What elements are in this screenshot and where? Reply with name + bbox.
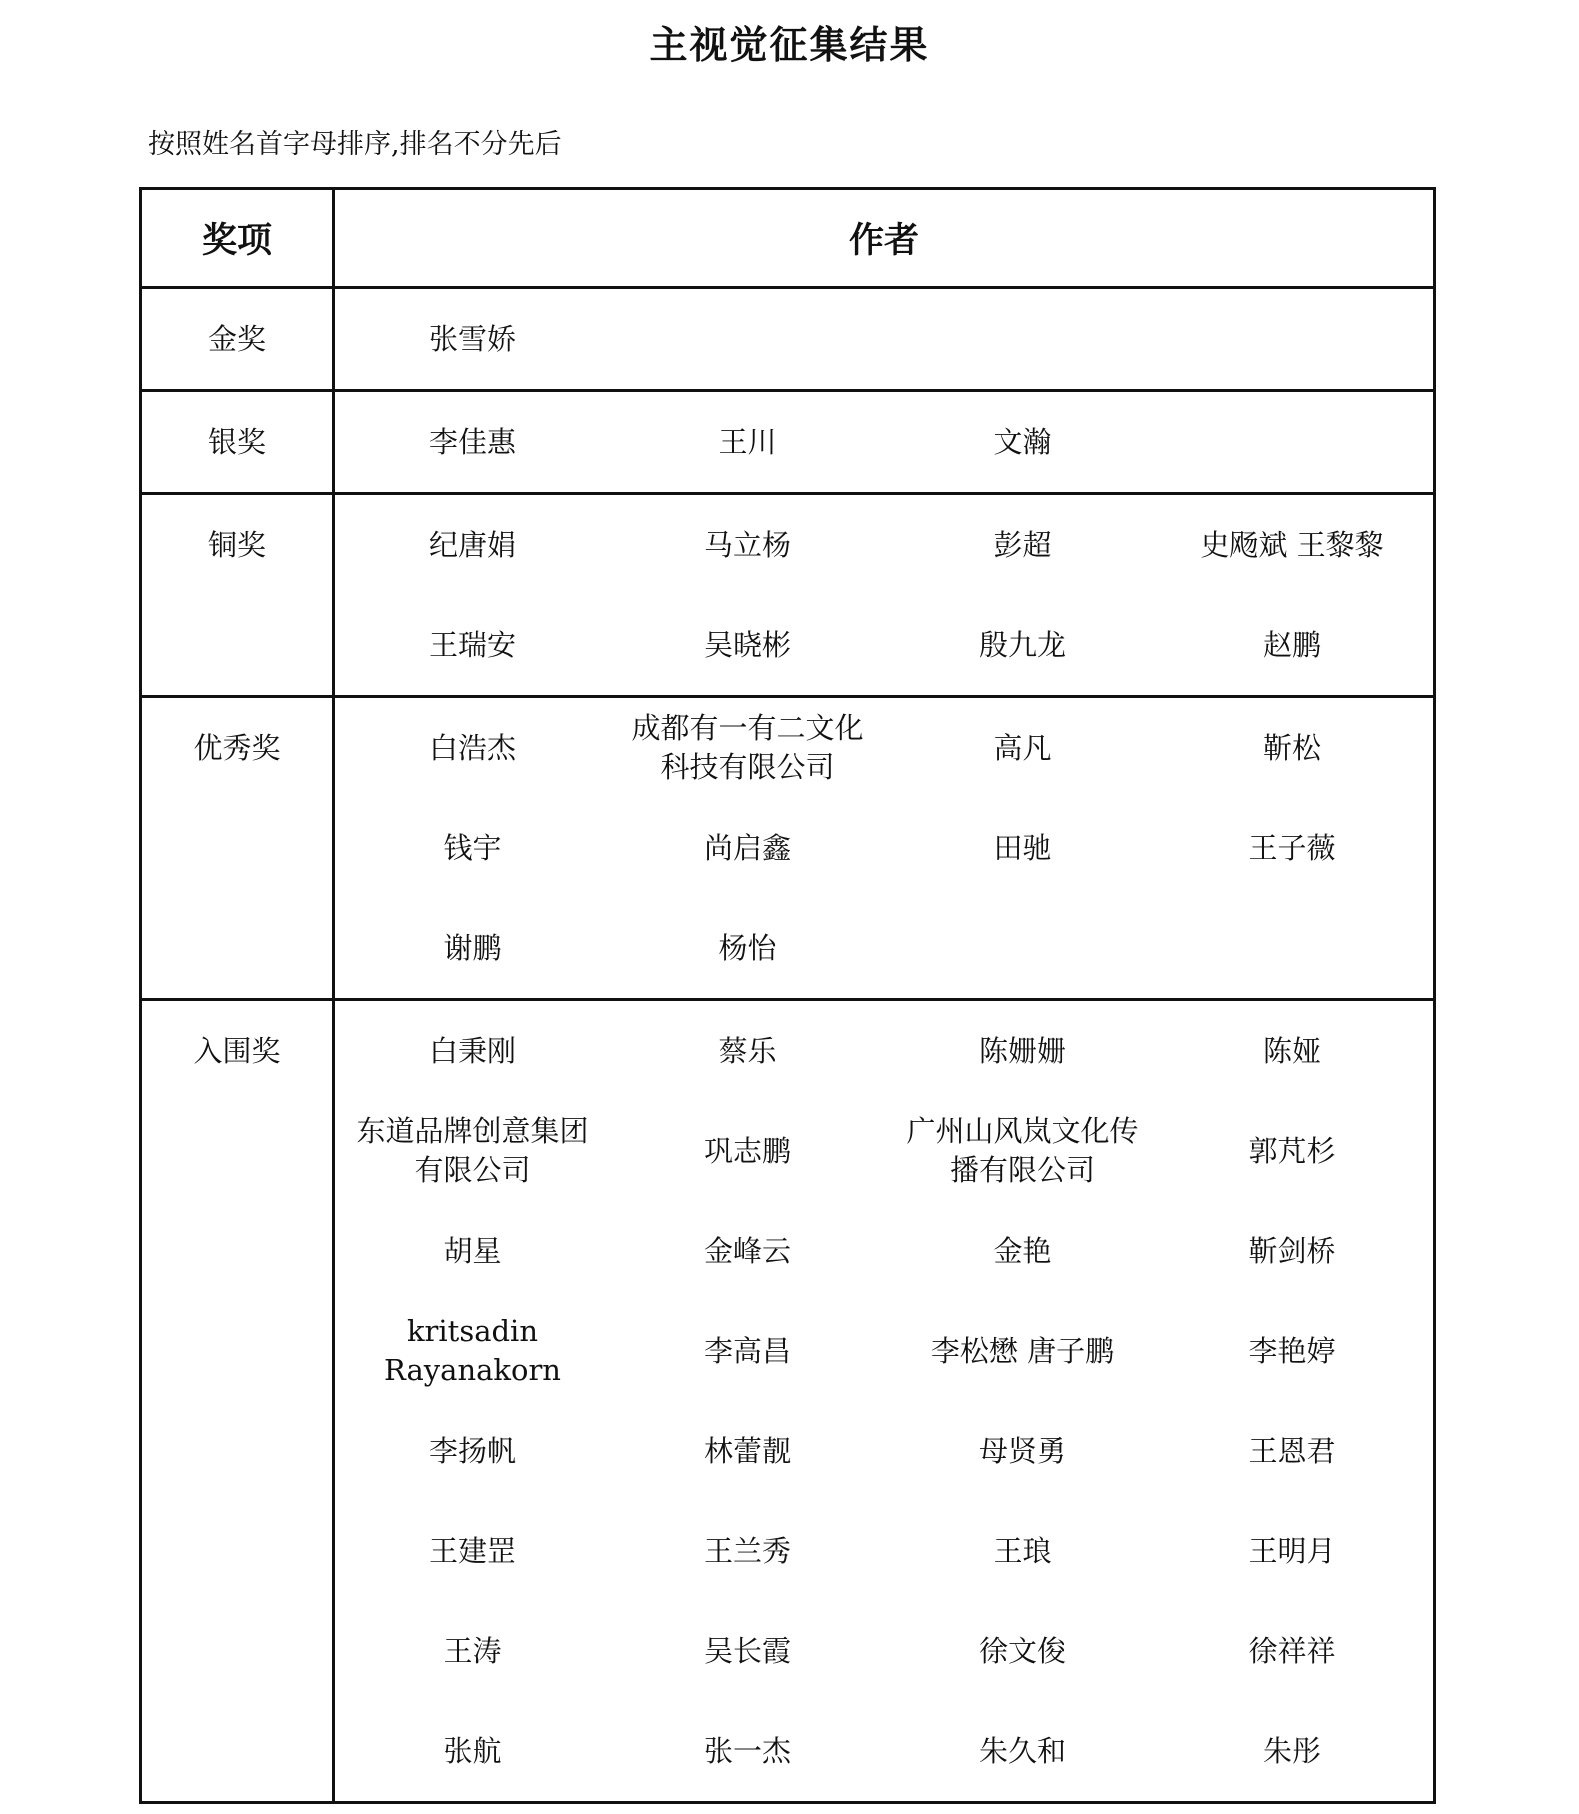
author-name: 成都有一有二文化 科技有限公司 [631,711,864,784]
header-award: 奖项 [141,189,334,288]
author-name: 谢鹏 [443,930,502,965]
award-cell [141,391,334,494]
authors-cell [334,494,1435,697]
author-name: 林蕾靓 [703,1433,791,1468]
authors-cell [334,391,1435,494]
author-name: 白秉刚 [428,1033,516,1068]
author-name: 靳剑桥 [1248,1233,1336,1268]
authors-grid [335,1001,1427,1801]
author-name: 郭芃杉 [1248,1133,1336,1168]
author-name: 朱彤 [1262,1733,1321,1768]
authors-cell [334,1000,1435,1803]
author-name: 文瀚 [993,424,1052,459]
table-header-row [141,189,1435,288]
author-name: 吴长霞 [703,1633,791,1668]
author-name: 王涛 [443,1633,502,1668]
author-name: 田驰 [993,830,1052,865]
author-name: 彭超 [993,527,1052,562]
award-cell [141,697,334,1000]
award-label: 入围奖 [193,1034,281,1068]
author-name: 蔡乐 [718,1033,777,1068]
author-name: 李佳惠 [428,424,516,459]
award-label: 金奖 [207,322,266,356]
authors-grid [335,392,1427,492]
award-cell [141,494,334,697]
author-name: 王恩君 [1248,1433,1336,1468]
award-cell [141,288,334,391]
author-name: 王川 [718,424,777,459]
results-table [139,187,1436,1804]
table-row-excellence [141,697,1435,1000]
author-name: 张雪娇 [428,321,516,356]
author-name: 王子薇 [1248,830,1336,865]
author-name: 纪唐娟 [428,527,516,562]
authors-grid [335,495,1427,695]
author-name: 巩志鹏 [703,1133,791,1168]
author-name: 李松懋 唐子鹏 [930,1333,1115,1368]
author-name: 金峰云 [703,1233,791,1268]
author-name: 母贤勇 [978,1433,1066,1468]
author-name: 靳松 [1262,730,1321,765]
author-name: 张一杰 [703,1733,791,1768]
authors-grid [335,698,1427,998]
authors-cell [334,288,1435,391]
author-name: 王琅 [993,1533,1052,1568]
author-name: 朱久和 [978,1733,1066,1768]
author-name: 王兰秀 [703,1533,791,1568]
author-name: 徐祥祥 [1248,1633,1336,1668]
author-name: 尚启鑫 [703,830,791,865]
author-name: 东道品牌创意集团 有限公司 [356,1114,589,1187]
header-author: 作者 [334,189,1435,288]
award-label: 铜奖 [207,528,266,562]
author-name: 广州山风岚文化传 播有限公司 [906,1114,1139,1187]
author-name: 张航 [443,1733,502,1768]
author-name: 马立杨 [703,527,791,562]
author-name: kritsadin Rayanakorn [383,1314,561,1387]
author-name: 胡星 [443,1233,502,1268]
author-name: 陈姗姗 [978,1033,1066,1068]
author-name: 杨怡 [718,930,777,965]
author-name: 白浩杰 [428,730,516,765]
page-title: 主视觉征集结果 [649,23,930,67]
author-name: 赵鹏 [1262,627,1321,662]
sort-note: 按照姓名首字母排序,排名不分先后 [148,129,562,160]
author-name: 王瑞安 [428,627,516,662]
authors-cell [334,697,1435,1000]
award-label: 银奖 [207,425,266,459]
author-name: 高凡 [993,730,1052,765]
authors-grid [335,289,1427,389]
author-name: 李扬帆 [428,1433,516,1468]
table-row-gold [141,288,1435,391]
author-name: 金艳 [993,1233,1052,1268]
table-row-finalist [141,1000,1435,1803]
award-label: 优秀奖 [193,731,281,765]
author-name: 李艳婷 [1248,1333,1336,1368]
author-name: 钱宇 [443,830,502,865]
author-name: 吴晓彬 [703,627,791,662]
author-name: 李高昌 [703,1333,791,1368]
award-cell [141,1000,334,1803]
author-name: 殷九龙 [978,627,1066,662]
author-name: 陈娅 [1262,1033,1321,1068]
table-row-silver [141,391,1435,494]
author-name: 徐文俊 [978,1633,1066,1668]
author-name: 王明月 [1248,1533,1336,1568]
table-row-bronze [141,494,1435,697]
author-name: 王建罡 [428,1533,516,1568]
author-name: 史飏斌 王黎黎 [1200,527,1384,562]
